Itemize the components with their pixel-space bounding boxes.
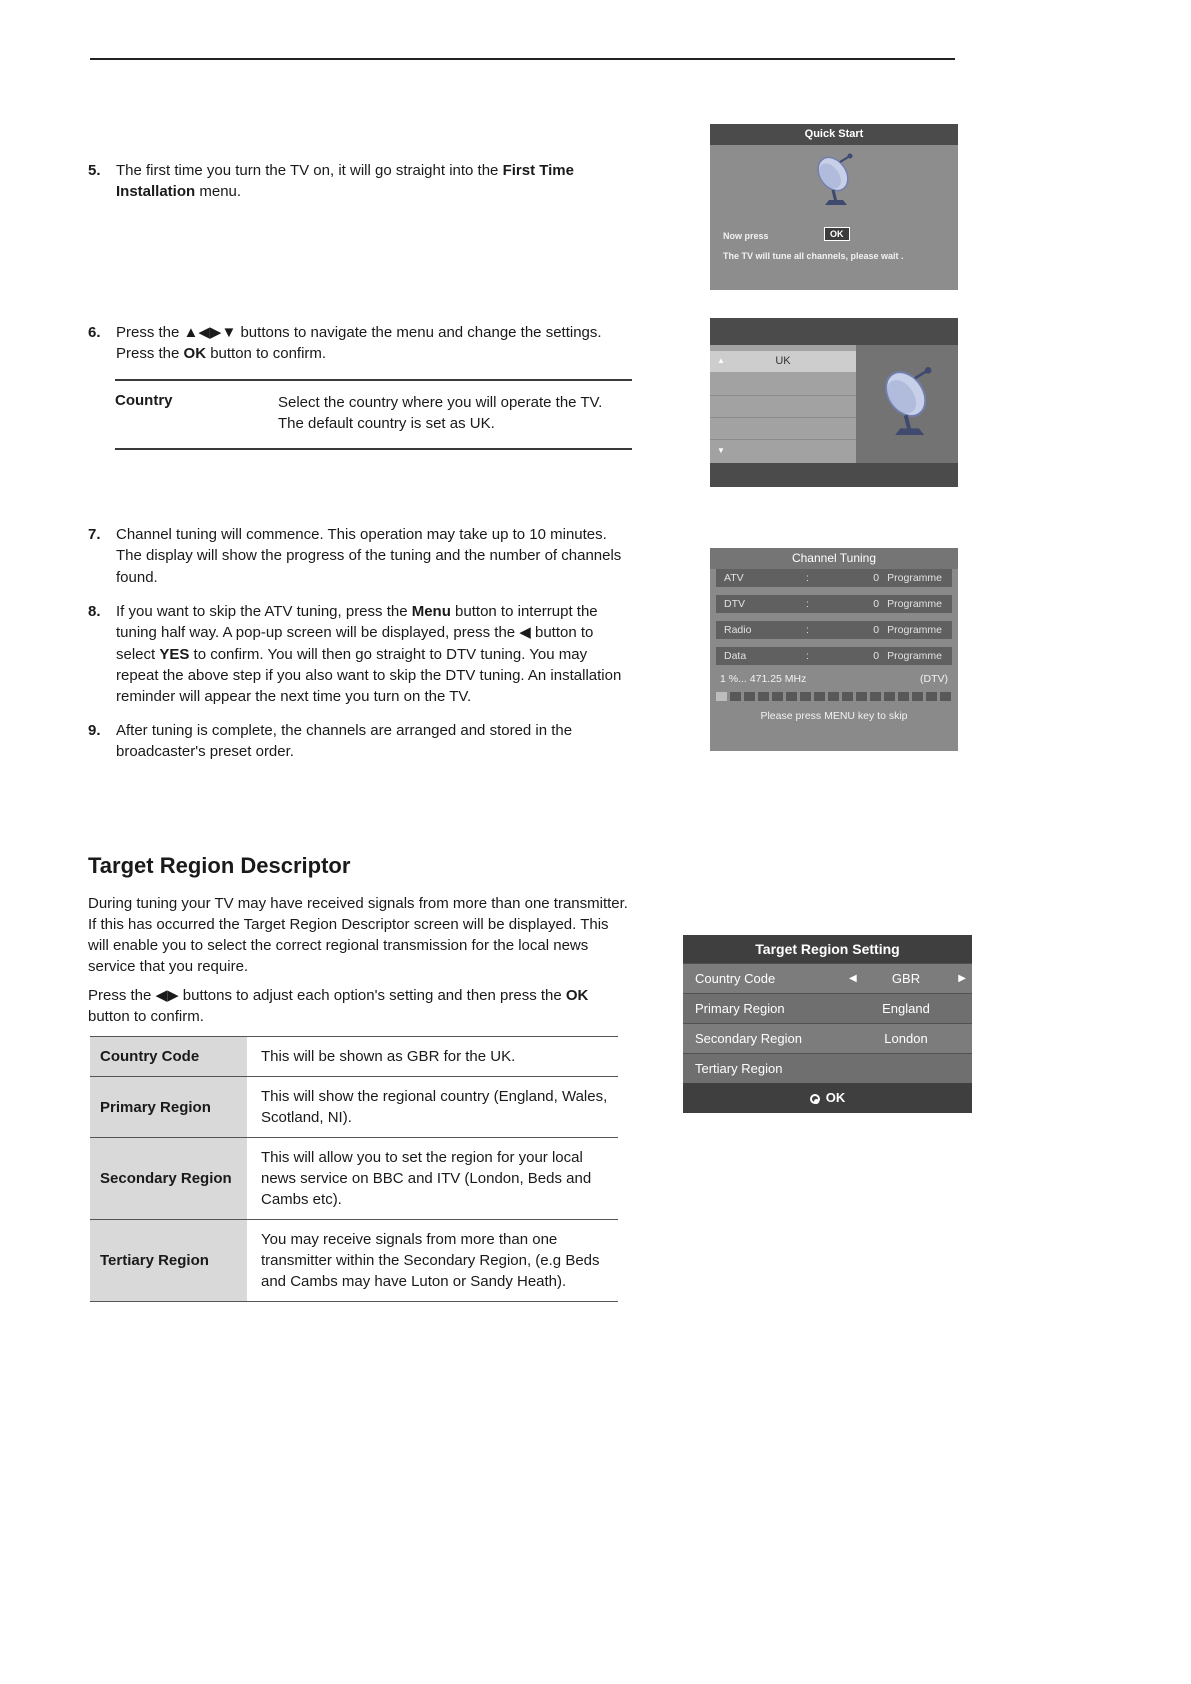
now-press-label: Now press [723,231,769,241]
tuning-row-dtv: DTV : 0 Programme [716,595,952,613]
page-top-rule [90,58,955,60]
tuning-row-atv: ATV : 0 Programme [716,569,952,587]
tuning-row-radio: Radio : 0 Programme [716,621,952,639]
setting-label: Primary Region [695,1001,785,1016]
step-number: 6. [88,324,101,341]
step-number: 5. [88,162,101,179]
right-arrow-icon: ▶ [958,973,966,984]
country-table [115,379,632,450]
up-arrow-icon: ▲ [717,356,725,365]
setting-row-secondary-region [683,1023,972,1053]
quick-start-screen [710,124,958,290]
table-row [90,1138,618,1220]
step-number: 7. [88,526,101,543]
setting-row-country-code [683,963,972,993]
screen-body [710,345,958,463]
row-label: Primary Region [90,1077,247,1137]
screen-bottom-bar [710,463,958,487]
setting-row-primary-region [683,993,972,1023]
tuning-progress-bar [716,692,952,701]
tuning-progress-text [720,673,948,685]
region-descriptor-table [90,1036,618,1302]
step-number: 9. [88,722,101,739]
table-row [90,1037,618,1077]
ok-label: OK [825,1090,846,1105]
satellite-dish-icon [873,365,941,444]
row-desc: This will show the regional country (England, Wales, Scotland, NI). [261,1088,608,1126]
quick-start-title: Quick Start [710,124,958,145]
down-arrow-icon: ▼ [717,446,725,455]
row-label: Tertiary Region [90,1220,247,1301]
left-arrow-icon: ◀ [849,973,857,984]
menu-skip-hint: Please press MENU key to skip [760,710,908,722]
step-text: The first time you turn the TV on, it will go straight into the First Time Installation menu. [116,162,574,201]
setting-row-tertiary-region [683,1053,972,1083]
step-text: After tuning is complete, the channels are arranged and stored in the broadcaster's preset order. [116,722,573,761]
ok-row [683,1083,972,1113]
step-text: If you want to skip the ATV tuning, press the Menu button to interrupt the tuning half way. A pop-up screen will be displayed, press the ◀ button to select YES to confirm. You will then go straight to DTV tuning. You may repeat the above step if you also want to skip the DTV tuning. An installation reminder will appear the next time you turn on the TV. [116,603,622,706]
setting-value: London [884,1031,928,1046]
ok-button: OK [824,227,850,241]
progress-mode: (DTV) [920,673,948,685]
channel-tuning-screen [710,548,958,751]
country-select-screen [710,318,958,487]
target-region-screen [683,935,972,1113]
step-text: Press the ▲◀▶▼ buttons to navigate the menu and change the settings. Press the OK button to confirm. [116,324,602,363]
channel-tuning-title: Channel Tuning [710,548,958,569]
section-title: Target Region Descriptor [88,853,351,878]
progress-frequency: 1 %... 471.25 MHz [720,673,807,685]
setting-label: Country Code [695,971,776,986]
table-row [90,1220,618,1302]
step-number: 8. [88,603,101,620]
screen-top-bar [710,318,958,345]
list-divider [710,417,856,418]
country-preview [856,345,958,463]
country-table-desc: Select the country where you will operate the TV. The default country is set as UK. [278,394,603,433]
section-paragraph-2: Press the ◀▶ buttons to adjust each option's setting and then press the OK button to confirm. [88,987,589,1025]
setting-value: England [882,1001,930,1016]
row-desc: This will be shown as GBR for the UK. [261,1048,516,1065]
step-text: Channel tuning will commence. This operation may take up to 10 minutes. The display will show the progress of the tuning and the number of channels found. [116,526,622,586]
selected-country-item: UK [710,351,856,372]
step-7 [88,524,631,588]
ok-circle-icon [810,1094,820,1104]
setting-label: Secondary Region [695,1031,802,1046]
step-6 [88,322,631,365]
setting-label: Tertiary Region [695,1061,783,1076]
tune-wait-text: The TV will tune all channels, please wait . [723,251,904,261]
row-desc: This will allow you to set the region for your local news service on BBC and ITV (London, Beds and Cambs etc). [261,1149,592,1208]
row-label: Country Code [90,1037,247,1076]
row-desc: You may receive signals from more than one transmitter within the Secondary Region, (e.g Beds and Cambs may have Luton or Sandy Heath). [261,1231,600,1290]
step-9 [88,720,631,763]
satellite-dish-icon [809,152,859,213]
step-5 [88,160,631,203]
row-label: Secondary Region [90,1138,247,1219]
step-8 [88,601,631,707]
country-list [710,345,856,463]
country-table-label: Country [115,392,173,409]
target-region-title: Target Region Setting [683,935,972,963]
list-divider [710,439,856,440]
section-paragraph-1: During tuning your TV may have received signals from more than one transmitter. If this has occurred the Target Region Descriptor screen will be displayed. This will enable you to select the correct regional transmission for the local news service that you require. [88,895,628,975]
setting-value: GBR [891,971,921,986]
table-row [90,1077,618,1138]
tuning-row-data: Data : 0 Programme [716,647,952,665]
list-divider [710,395,856,396]
